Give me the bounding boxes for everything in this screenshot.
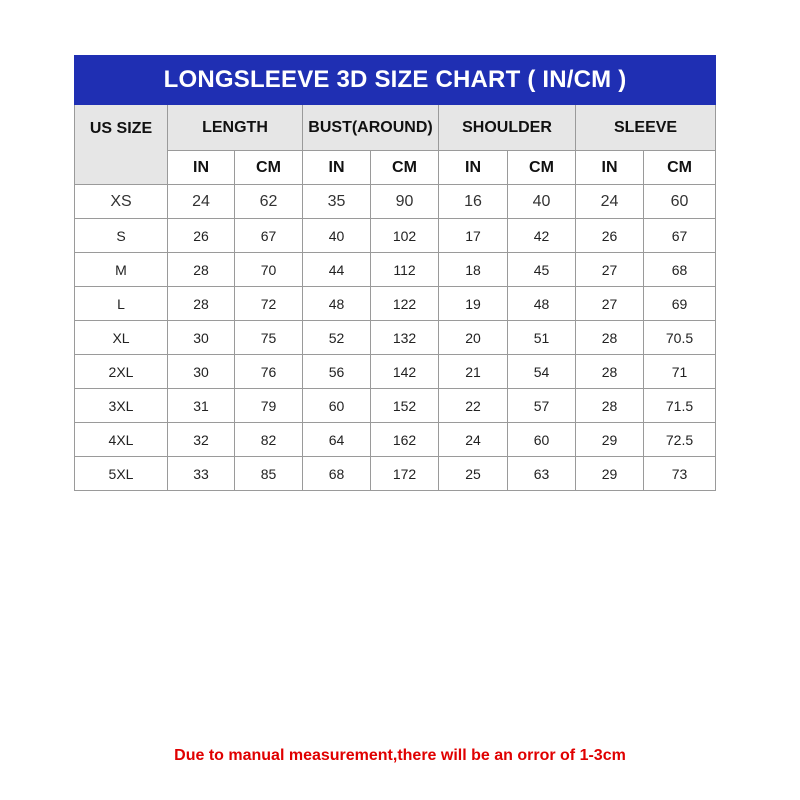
bust-header: BUST(AROUND) — [303, 105, 439, 151]
shoulder-cm: 60 — [508, 423, 576, 457]
us-size-header: US SIZE — [75, 105, 168, 185]
shoulder-cm: 63 — [508, 457, 576, 491]
sleeve-cm-header: CM — [644, 151, 716, 185]
sleeve-in: 28 — [576, 355, 644, 389]
length-header: LENGTH — [168, 105, 303, 151]
shoulder-cm: 51 — [508, 321, 576, 355]
shoulder-in: 19 — [439, 287, 508, 321]
shoulder-in: 18 — [439, 253, 508, 287]
size-label: 2XL — [75, 355, 168, 389]
sleeve-header: SLEEVE — [576, 105, 716, 151]
length-in-header: IN — [168, 151, 235, 185]
bust-cm: 90 — [371, 185, 439, 219]
bust-in: 48 — [303, 287, 371, 321]
length-cm: 70 — [235, 253, 303, 287]
length-in: 31 — [168, 389, 235, 423]
size-label: S — [75, 219, 168, 253]
shoulder-in: 22 — [439, 389, 508, 423]
table-row — [75, 219, 716, 253]
group-header-row — [75, 105, 716, 151]
bust-in: 68 — [303, 457, 371, 491]
table-row — [75, 321, 716, 355]
bust-in: 60 — [303, 389, 371, 423]
shoulder-header: SHOULDER — [439, 105, 576, 151]
shoulder-cm: 57 — [508, 389, 576, 423]
length-cm: 85 — [235, 457, 303, 491]
table-row — [75, 389, 716, 423]
bust-cm: 102 — [371, 219, 439, 253]
sleeve-cm: 71 — [644, 355, 716, 389]
sleeve-in: 28 — [576, 389, 644, 423]
length-cm: 82 — [235, 423, 303, 457]
bust-in: 40 — [303, 219, 371, 253]
sleeve-cm: 71.5 — [644, 389, 716, 423]
shoulder-in: 17 — [439, 219, 508, 253]
size-label: XL — [75, 321, 168, 355]
shoulder-in: 25 — [439, 457, 508, 491]
size-label: 5XL — [75, 457, 168, 491]
bust-cm: 162 — [371, 423, 439, 457]
sleeve-in: 28 — [576, 321, 644, 355]
sleeve-in-header: IN — [576, 151, 644, 185]
sleeve-cm: 70.5 — [644, 321, 716, 355]
shoulder-in-header: IN — [439, 151, 508, 185]
shoulder-cm: 45 — [508, 253, 576, 287]
bust-in-header: IN — [303, 151, 371, 185]
sleeve-in: 29 — [576, 423, 644, 457]
size-chart-table — [74, 55, 716, 491]
bust-cm: 152 — [371, 389, 439, 423]
size-label: M — [75, 253, 168, 287]
shoulder-cm: 48 — [508, 287, 576, 321]
length-in: 32 — [168, 423, 235, 457]
length-cm-header: CM — [235, 151, 303, 185]
length-cm: 75 — [235, 321, 303, 355]
sleeve-in: 29 — [576, 457, 644, 491]
length-cm: 67 — [235, 219, 303, 253]
sleeve-in: 27 — [576, 253, 644, 287]
length-in: 33 — [168, 457, 235, 491]
sleeve-cm: 69 — [644, 287, 716, 321]
length-cm: 79 — [235, 389, 303, 423]
shoulder-in: 24 — [439, 423, 508, 457]
unit-header-row — [75, 151, 716, 185]
table-row — [75, 287, 716, 321]
length-in: 26 — [168, 219, 235, 253]
size-label: XS — [75, 185, 168, 219]
length-cm: 76 — [235, 355, 303, 389]
chart-title: LONGSLEEVE 3D SIZE CHART ( IN/CM ) — [75, 56, 716, 105]
shoulder-in: 21 — [439, 355, 508, 389]
shoulder-in: 20 — [439, 321, 508, 355]
bust-in: 64 — [303, 423, 371, 457]
size-label: L — [75, 287, 168, 321]
sleeve-cm: 67 — [644, 219, 716, 253]
length-in: 28 — [168, 253, 235, 287]
sleeve-cm: 73 — [644, 457, 716, 491]
shoulder-cm: 40 — [508, 185, 576, 219]
length-cm: 62 — [235, 185, 303, 219]
sleeve-cm: 72.5 — [644, 423, 716, 457]
bust-in: 44 — [303, 253, 371, 287]
bust-cm: 142 — [371, 355, 439, 389]
bust-cm: 132 — [371, 321, 439, 355]
shoulder-cm: 42 — [508, 219, 576, 253]
sleeve-in: 26 — [576, 219, 644, 253]
table-row — [75, 423, 716, 457]
table-row — [75, 457, 716, 491]
size-rows — [75, 185, 716, 491]
shoulder-cm: 54 — [508, 355, 576, 389]
size-label: 4XL — [75, 423, 168, 457]
bust-cm: 112 — [371, 253, 439, 287]
shoulder-in: 16 — [439, 185, 508, 219]
table-row — [75, 253, 716, 287]
bust-cm: 172 — [371, 457, 439, 491]
length-in: 28 — [168, 287, 235, 321]
table-row — [75, 185, 716, 219]
shoulder-cm-header: CM — [508, 151, 576, 185]
bust-cm-header: CM — [371, 151, 439, 185]
sleeve-in: 24 — [576, 185, 644, 219]
bust-in: 35 — [303, 185, 371, 219]
length-in: 24 — [168, 185, 235, 219]
length-cm: 72 — [235, 287, 303, 321]
table-row — [75, 355, 716, 389]
sleeve-cm: 68 — [644, 253, 716, 287]
bust-in: 52 — [303, 321, 371, 355]
size-label: 3XL — [75, 389, 168, 423]
bust-cm: 122 — [371, 287, 439, 321]
sleeve-in: 27 — [576, 287, 644, 321]
length-in: 30 — [168, 321, 235, 355]
bust-in: 56 — [303, 355, 371, 389]
sleeve-cm: 60 — [644, 185, 716, 219]
length-in: 30 — [168, 355, 235, 389]
measurement-note: Due to manual measurement,there will be an orror of 1-3cm — [174, 747, 626, 764]
